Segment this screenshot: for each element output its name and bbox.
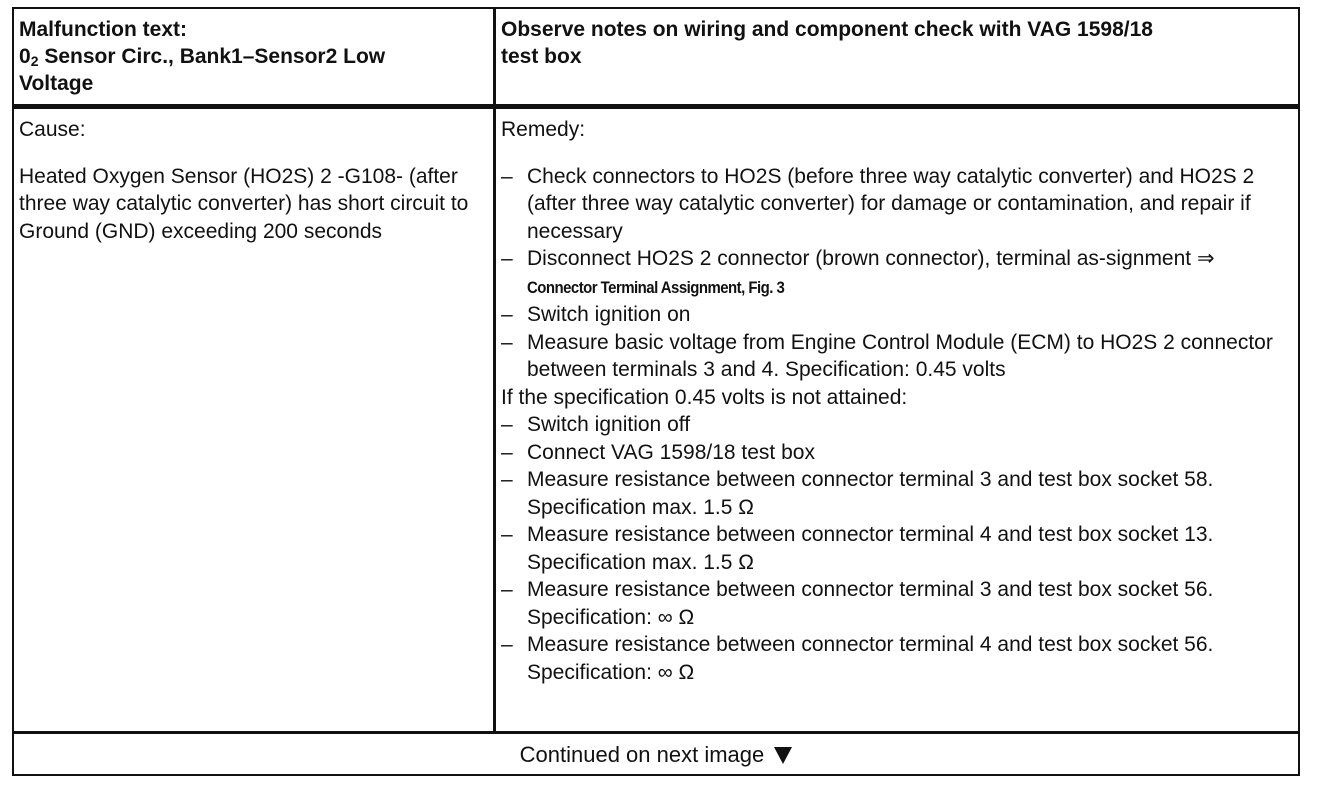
remedy-step: – Measure resistance between connector terminal 3 and test box socket 56. Specification: ∞ Ω bbox=[501, 578, 1214, 629]
footer-divider bbox=[12, 731, 1300, 734]
remedy-section bbox=[501, 116, 1296, 686]
malfunction-title: $0_2$ Sensor Circ., Bank1–Sensor2 Low bbox=[19, 45, 386, 69]
remedy-step: – Switch ignition off bbox=[501, 413, 691, 436]
cause-section bbox=[19, 116, 479, 245]
malfunction-label: Malfunction text: bbox=[19, 18, 187, 41]
malfunction-title-cont: Voltage bbox=[19, 72, 94, 95]
remedy-step: – Measure resistance between connector terminal 3 and test box socket 58. Specification max. 1.5 Ω bbox=[501, 468, 1214, 519]
remedy-step: – Disconnect HO2S 2 connector (brown connector), terminal as-signment ⇒ Connector Terminal Assignment, Fig. 3 bbox=[501, 245, 1296, 301]
remedy-step: – Measure resistance between connector terminal 4 and test box socket 13. Specification max. 1.5 Ω bbox=[501, 523, 1214, 574]
column-divider bbox=[493, 7, 496, 734]
remedy-step: – Switch ignition on bbox=[501, 303, 691, 326]
malfunction-header bbox=[19, 16, 489, 97]
remedy-step: – Measure resistance between connector terminal 4 and test box socket 56. Specification: ∞ Ω bbox=[501, 633, 1214, 684]
cause-text: Heated Oxygen Sensor (HO2S) 2 -G108- (after three way catalytic converter) has short circuit to Ground (GND) exceeding 200 seconds bbox=[19, 164, 469, 243]
remedy-condition: If the specification 0.45 volts is not attained: bbox=[501, 385, 908, 409]
instructions-header: Observe notes on wiring and component check with VAG 1598/18 test box bbox=[501, 18, 1153, 68]
header-divider-double bbox=[12, 107, 1300, 109]
down-triangle-icon bbox=[774, 747, 792, 764]
continued-note: Continued on next image bbox=[14, 737, 1298, 773]
connector-assignment-link[interactable]: Connector Terminal Assignment, Fig. 3 bbox=[527, 277, 785, 297]
cause-heading: Cause: bbox=[19, 118, 86, 141]
remedy-heading: Remedy: bbox=[501, 118, 586, 141]
remedy-step: – Measure basic voltage from Engine Control Module (ECM) to HO2S 2 connector between terminals 3 and 4. Specification: 0.45 volts bbox=[501, 330, 1273, 381]
remedy-step: – Connect VAG 1598/18 test box bbox=[501, 440, 815, 464]
remedy-step: – Check connectors to HO2S (before three way catalytic converter) and HO2S 2 (after three way catalytic converter) for damage or contamination, and repair if necessary bbox=[501, 164, 1255, 243]
